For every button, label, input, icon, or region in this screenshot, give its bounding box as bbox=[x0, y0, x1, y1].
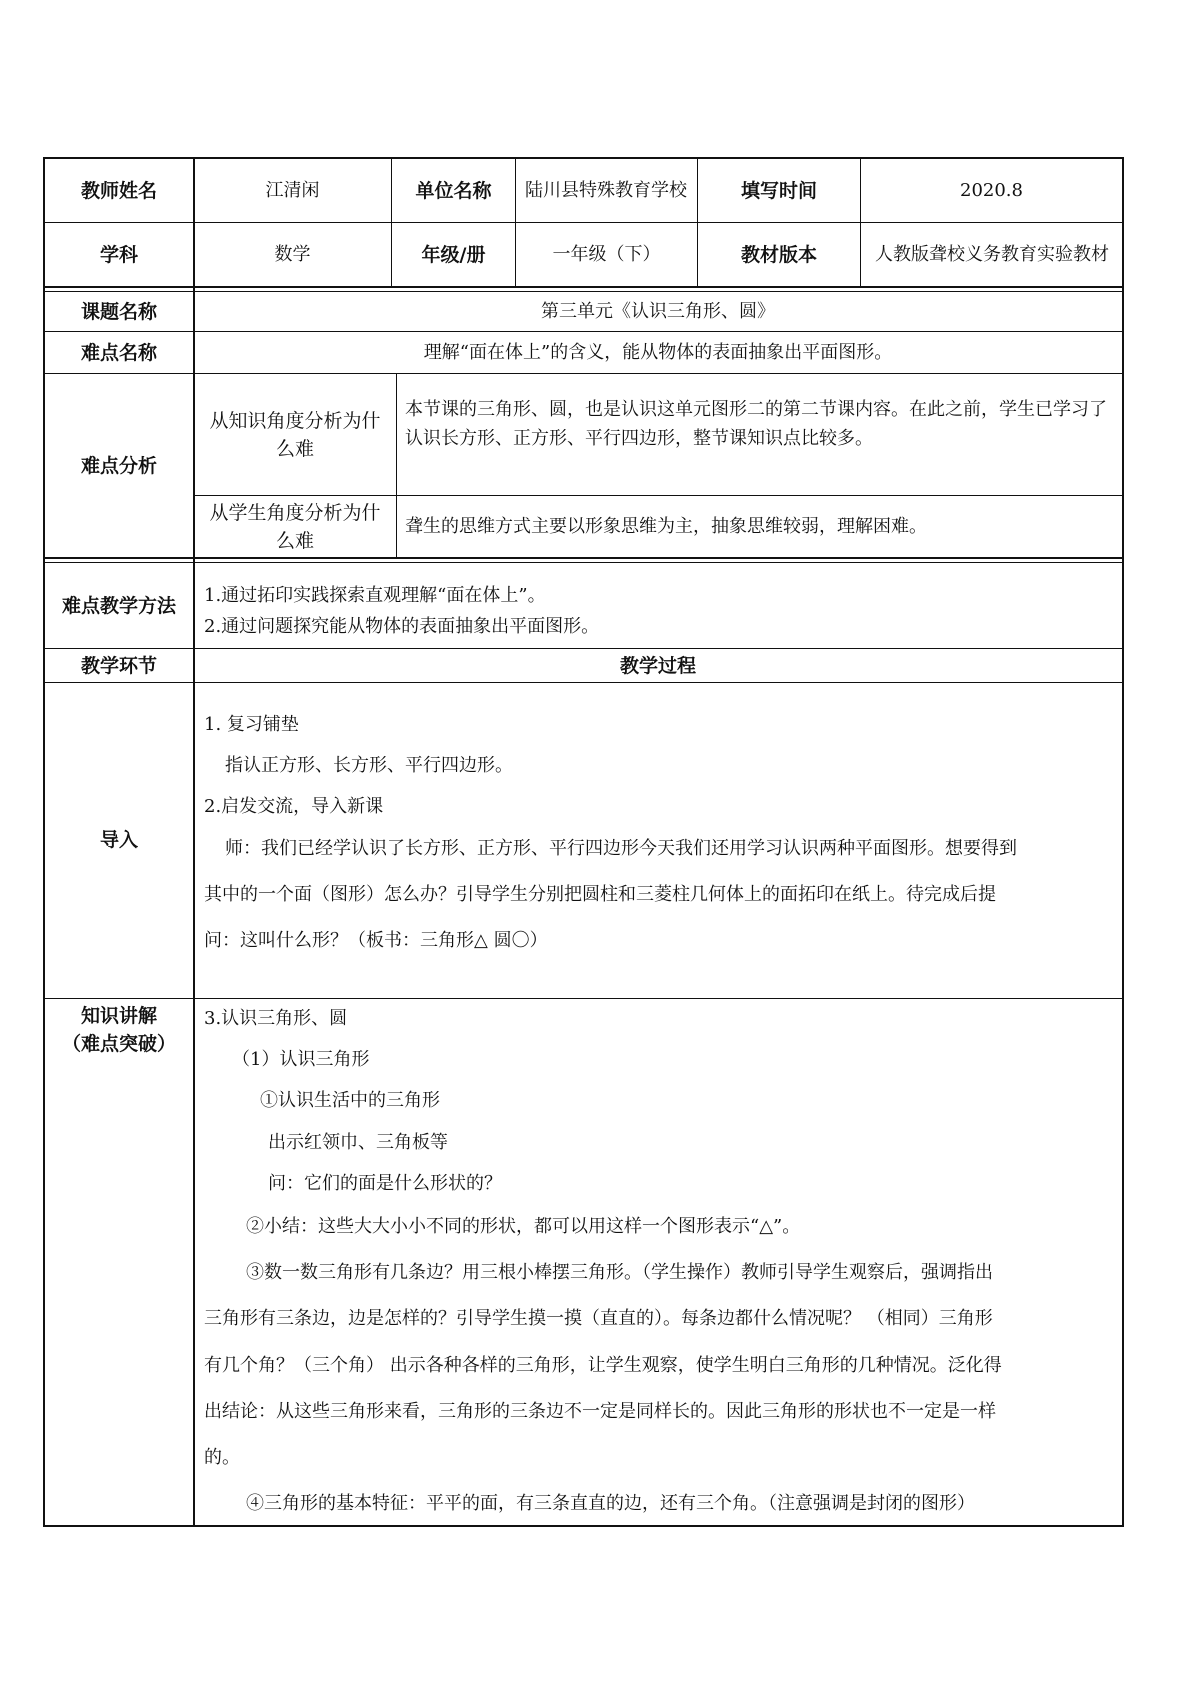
row-divider bbox=[43, 286, 1124, 288]
knowledge-line: 的。 bbox=[204, 1447, 240, 1468]
knowledge-line: ②小结：这些大大小小不同的形状，都可以用这样一个图形表示“△”。 bbox=[246, 1216, 801, 1237]
topic-value: 第三单元《认识三角形、圆》 bbox=[541, 300, 775, 322]
subject-value: 数学 bbox=[274, 243, 311, 265]
fill-date-label: 填写时间 bbox=[740, 179, 817, 202]
subject-label: 学科 bbox=[99, 243, 138, 266]
knowledge-line: ①认识生活中的三角形 bbox=[260, 1090, 440, 1111]
row-divider bbox=[43, 562, 1124, 563]
column-divider bbox=[396, 373, 397, 557]
intro-line: 师：我们已经学认识了长方形、正方形、平行四边形今天我们还用学习认识两种平面图形。想要得到 bbox=[225, 838, 1017, 859]
analysis-label: 难点分析 bbox=[80, 454, 157, 477]
unit-name-value: 陆川县特殊教育学校 bbox=[525, 179, 687, 201]
methods-label: 难点教学方法 bbox=[61, 594, 176, 617]
knowledge-line: ③数一数三角形有几条边？用三根小棒摆三角形。（学生操作）教师引导学生观察后，强调指出 bbox=[246, 1262, 993, 1283]
intro-line: 问：这叫什么形？（板书：三角形△ 圆〇） bbox=[204, 930, 548, 951]
intro-line: 其中的一个面（图形）怎么办？引导学生分别把圆柱和三菱柱几何体上的面拓印在纸上。待完成后提 bbox=[204, 884, 996, 905]
fill-date-value: 2020.8 bbox=[960, 179, 1023, 201]
unit-name-label: 单位名称 bbox=[415, 179, 492, 202]
intro-stage-label: 导入 bbox=[99, 829, 138, 851]
row-divider bbox=[43, 682, 1124, 683]
textbook-edition-label: 教材版本 bbox=[740, 243, 817, 266]
teaching-process-header: 教学过程 bbox=[619, 654, 696, 677]
method-line: 2.通过问题探究能从物体的表面抽象出平面图形。 bbox=[204, 616, 600, 637]
knowledge-angle-text: 本节课的三角形、圆，也是认识这单元图形二的第二节课内容。在此之前，学生已学习了认识长方形、正方形、平行四边形，整节课知识点比较多。 bbox=[405, 399, 1107, 449]
textbook-edition-value: 人教版聋校义务教育实验教材 bbox=[875, 243, 1109, 265]
knowledge-line: ④三角形的基本特征：平平的面，有三条直直的边，还有三个角。（注意强调是封闭的图形） bbox=[246, 1493, 975, 1514]
student-angle-text: 聋生的思维方式主要以形象思维为主，抽象思维较弱，理解困难。 bbox=[405, 515, 927, 537]
grade-value: 一年级（下） bbox=[552, 243, 661, 265]
student-angle-label: 从学生角度分析为什么难 bbox=[209, 501, 381, 552]
topic-label: 课题名称 bbox=[80, 300, 157, 323]
intro-line: 2.启发交流，导入新课 bbox=[204, 796, 384, 817]
knowledge-line: 有几个角？（三个角） 出示各种各样的三角形，让学生观察，使学生明白三角形的几种情况。泛化得 bbox=[204, 1355, 1002, 1376]
grade-label: 年级/册 bbox=[421, 243, 486, 266]
difficulty-value: 理解“面在体上”的含义，能从物体的表面抽象出平面图形。 bbox=[423, 341, 893, 363]
knowledge-angle-label: 从知识角度分析为什么难 bbox=[209, 409, 381, 460]
intro-line: 1. 复习铺垫 bbox=[204, 714, 299, 735]
knowledge-line: 出结论：从这些三角形来看，三角形的三条边不一定是同样长的。因此三角形的形状也不一定是一样 bbox=[204, 1401, 996, 1422]
intro-line: 指认正方形、长方形、平行四边形。 bbox=[225, 755, 513, 776]
knowledge-stage-label: 知识讲解 bbox=[80, 1005, 157, 1027]
knowledge-line: 出示红领巾、三角板等 bbox=[268, 1132, 448, 1153]
teacher-name-label: 教师姓名 bbox=[80, 179, 157, 202]
method-line: 1.通过拓印实践探索直观理解“面在体上”。 bbox=[204, 585, 546, 606]
knowledge-line: （1）认识三角形 bbox=[232, 1049, 370, 1070]
knowledge-stage-sublabel: （难点突破） bbox=[61, 1033, 176, 1055]
knowledge-line: 三角形有三条边，边是怎样的？引导学生摸一摸（直直的）。每条边都什么情况呢？ （相同）三角形 bbox=[204, 1308, 993, 1329]
knowledge-line: 问：它们的面是什么形状的？ bbox=[268, 1173, 502, 1194]
difficulty-label: 难点名称 bbox=[80, 341, 157, 364]
row-divider bbox=[43, 557, 1124, 559]
knowledge-line: 3.认识三角形、圆 bbox=[204, 1008, 348, 1029]
teaching-stage-header: 教学环节 bbox=[80, 654, 157, 677]
row-divider bbox=[43, 998, 1124, 999]
teacher-name-value: 江清闲 bbox=[265, 179, 320, 201]
